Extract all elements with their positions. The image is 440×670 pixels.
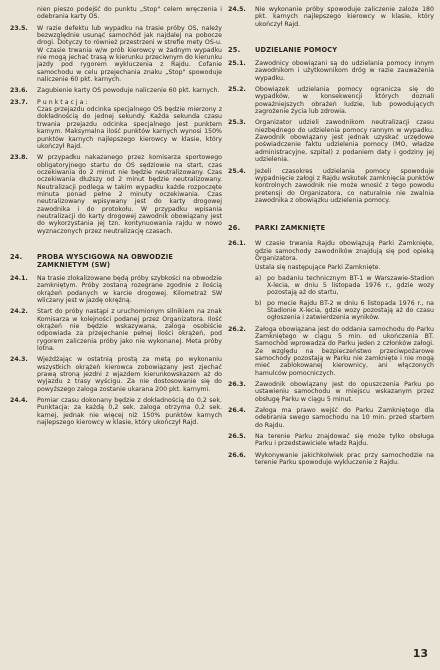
paragraph-number: 25.4.	[228, 167, 246, 175]
paragraph-text: Na trasie zlokalizowane będą próby szybkości na obwodzie zamkniętym. Próby zostaną rozegrane zgodnie z ilością okrążeń podanych w karcie drogowej. Kilometraż SW wliczany jest w jazdę okrężną.	[37, 274, 222, 304]
paragraph-number: 26.6.	[228, 451, 246, 459]
paragraph-text: Załoga ma prawo wejść do Parku Zamkniętego dla odebrania swego samochodu na 10 min. przed startem do Rajdu.	[255, 407, 434, 429]
paragraph-26-3	[228, 381, 434, 403]
paragraph-text: Start do próby nastąpi z uruchomionym silnikiem na znak Komisarza w kolejności podanej przez Organizatora. Ilość okrążeń nie będzie wskazywana, zaloga osobiście odpowiada za przejechanie pełnej ilości okrążeń, pod rygorem zaliczenia próby jako nie wykonanej. Meta próby lotna.	[37, 308, 222, 353]
list-marker: b)	[255, 299, 262, 307]
paragraph-title: P u n k t a c j a :	[37, 98, 88, 106]
paragraph-text: Zawodnik obowiązany jest do opuszczenia Parku po ustawieniu samochodu w miejscu wskazanym przez obsługę Parku w ciągu 5 minut.	[255, 381, 434, 403]
section-number: 26.	[228, 224, 241, 233]
paragraph-24-4	[10, 397, 222, 426]
paragraph-24-1	[10, 275, 222, 304]
paragraph-26-1	[228, 240, 434, 262]
paragraph-text: Obowiązek udzielania pomocy ogranicza się do wypadków, w konsekwencji których doznali poważniejszych obrażeń ludzie, lub powodujących zagrożenie życia lub zdrowia.	[255, 86, 434, 116]
paragraph-text: W razie defektu lub wypadku na trasie próby OS, należy bezwzględnie usunąć samochód jak najdalej na pobocze drogi. Dotyczy to również przestrzeni w strefie mety OS-u. W czasie trwania w/w prób kierowcy w żadnym wypadku nie mogą jechać trasą w kierunku przeciwnym do kierunku jazdy pod rygorem wykluczenia z Rajdu. Cofanie samochodu w celu przejechania znaku „Stop" spowoduje naliczenie 60 pkt. karnych.	[37, 24, 222, 84]
paragraph-text: Organizator udzieli zawodnikom neutralizacji czasu niezbędnego do udzielenia pomocy rannym w wypadku. Zawodnik obowiązany jest jednak uzyskać urzędowe poświadczenie faktu udzielenia pomocy (MO, władze administracyjne, szpital) z podaniem daty i godziny jej udzielenia.	[255, 119, 434, 164]
list-marker: a)	[255, 274, 262, 282]
paragraph-text: Wjeżdżając w ostatnią prostą za metą po wykonaniu wszystkich okrążeń kierowca zobowiązany jest zjechać prawą stroną jezdni z wjazdem kierunkowskazem aż do wyjazdu z trasy wyścigu. Za nie dostosowanie się do powyższego zaloga zostanie ukarana 200 pkt. karnymi.	[37, 356, 222, 393]
paragraph-number: 26.3.	[228, 381, 246, 389]
paragraph-number: 24.2.	[10, 308, 28, 316]
paragraph-number: 24.4.	[10, 397, 28, 405]
paragraph-text: Zawodnicy obowiązani są do udzielania pomocy innym zawodnikom i użytkownikom dróg w razie zauważenia wypadku.	[255, 60, 434, 82]
paragraph-text: W przypadku nakazanego przez komisarza sportowego obligatoryjnego startu do OS sędziowie na start, czas oczekiwania do 2 minut nie będzie neutralizowany. Czas oczekiwania dłuższy od 2 minut będzie neutralizowany. Neutralizacji podlega w takim wypadku każde rozpoczęte minuta ponad pełne 2 minuty oczekiwania. Czas neutralizowany wpisywany jest do karty drogowej zawodnika i do protokołu. W przypadku wpisania neutralizacji do karty drogowej zawodnik obowiązany jest do wykorzystania jej tzn. kontynuowania rajdu w nowo wyznaczonych przez neutralizację czasach.	[37, 154, 222, 235]
paragraph-25-4	[228, 168, 434, 205]
list-item-a	[255, 275, 434, 297]
paragraph-number: 23.8.	[10, 154, 28, 162]
paragraph-26-2	[228, 326, 434, 377]
section-title: PROBA WYSCIGOWA NA OBWODZIE ZAMKNIETYM (SW)	[37, 252, 174, 269]
paragraph-text: Na terenie Parku znajdować się może tylko obsługa Parku i przedstawiciele władz Rajdu.	[255, 433, 434, 448]
paragraph-23-8	[10, 154, 222, 235]
paragraph-26-4	[228, 407, 434, 429]
section-heading-26	[228, 224, 434, 232]
paragraph-24-2	[10, 308, 222, 352]
list-text: po mecie Rajdu BT-2 w dniu 6 listopada 1976 r., na Stadionie X-lecia, gdzie wozy pozostają aż do czasu ogłoszenia i zatwierdzenia wyników.	[267, 299, 434, 322]
paragraph-25-2	[228, 86, 434, 115]
paragraph-25-1	[228, 60, 434, 82]
paragraph-24-3	[10, 356, 222, 393]
paragraph-text: Wykonywanie jakichkolwiek prac przy samochodzie na terenie Parku spowoduje wykluczenie z Rajdu.	[255, 451, 434, 467]
paragraph-23-7	[10, 99, 222, 106]
paragraph-24-5	[228, 6, 434, 28]
paragraph-23-7-text: Czas przejazdu odcinka specjalnego OS będzie mierzony z dokładnością do jednej sekundy. Każda sekunda czasu trwania przejazdu odcinka specjalnego jest punktem karnym. Maksymalna ilość punktów karnych wynosi 150% punktów karnych najlepszego kierowcy w klasie, który ukończył Rajd.	[37, 106, 222, 150]
paragraph-25-3	[228, 119, 434, 163]
paragraph-26-1-intro: Ustala się następujące Parki Zamknięte.	[255, 264, 381, 272]
section-number: 24.	[10, 252, 23, 261]
list-item-b	[255, 300, 434, 322]
paragraph-text: Nie wykonanie próby spowoduje zaliczenie zaloże 180 pkt. karnych najlepszego kierowcy w klasie, który ukończył Rajd.	[255, 6, 434, 28]
section-heading-24	[10, 253, 222, 269]
paragraph-23-6	[10, 87, 222, 94]
paragraph-number: 23.7.	[10, 98, 28, 106]
paragraph-number: 23.5.	[10, 24, 28, 32]
section-title: PARKI ZAMKNIĘTE	[255, 224, 326, 233]
paragraph-number: 25.3.	[228, 119, 246, 127]
paragraph-text: Pomiar czasu dokonany będzie z dokładnością do 0,2 sek. Punktacja: za każdą 0,2 sek. zaloga otrzyma 0,2 sek. karnej, jednak nie więcej niż 150% punktów karnych najlepszego kierowcy w klasie, który ukończył Rajd.	[37, 397, 222, 427]
paragraph-number: 26.2.	[228, 325, 246, 333]
section-number: 25.	[228, 46, 241, 55]
paragraph-continuation: nien pieszo podejść do punktu „Stop" celem wręczenia i odebrania karty OS.	[37, 6, 222, 21]
left-column	[10, 6, 222, 427]
paragraph-number: 24.3.	[10, 356, 28, 364]
paragraph-number: 24.5.	[228, 6, 246, 13]
right-column	[228, 6, 434, 467]
section-title: UDZIELANIE POMOCY	[255, 46, 338, 55]
paragraph-number: 26.4.	[228, 407, 246, 415]
paragraph-text: W czasie trwania Rajdu obowiązują Parki Zamknięte, gdzie samochody zawodników znajdują się pod opieką Organizatora.	[255, 240, 434, 262]
list-text: po badaniu technicznym BT-1 w Warszawie-Stadion X-lecia, w dniu 5 listopada 1976 r., gdzie wozy pozostają aż do startu,	[267, 274, 434, 297]
paragraph-number: 26.1.	[228, 240, 246, 248]
paragraph-23-5	[10, 25, 222, 84]
paragraph-number: 26.5.	[228, 433, 246, 441]
paragraph-number: 25.1.	[228, 60, 246, 68]
section-heading-25	[228, 46, 434, 54]
paragraph-26-6	[228, 452, 434, 467]
paragraph-text: Jeżeli czasokres udzielania pomocy spowoduje wypadnięcie załogi z Rajdu wskutek zamknięcia punktów kontrolnych zawodnik nie może wnosić z tego powodu pretensji do Organizatora, co naturalnie nie zwalnia zawodnika z obowiązku udzielenia pomocy.	[255, 167, 434, 204]
paragraph-text: Zagubienie karty OS powoduje naliczenie 60 pkt. karnych.	[37, 87, 220, 95]
paragraph-26-5	[228, 433, 434, 448]
paragraph-number: 23.6.	[10, 87, 28, 95]
page-number: 13	[412, 647, 428, 660]
paragraph-text: Załoga obowiązana jest do oddania samochodu do Parku Zamkniętego w ciągu 5 min. od ukończenia BT. Samochód wprowadza do Parku jeden z członków załogi. Ze względu na bezpieczeństwo przeciwpożarowe samochody pozostają w Parku nie zamknięte i nie mogą mieć zablokowanej kierownicy, ani włączonych hamulców pomocniczych.	[255, 325, 434, 377]
paragraph-number: 25.2.	[228, 86, 246, 94]
paragraph-number: 24.1.	[10, 274, 28, 282]
